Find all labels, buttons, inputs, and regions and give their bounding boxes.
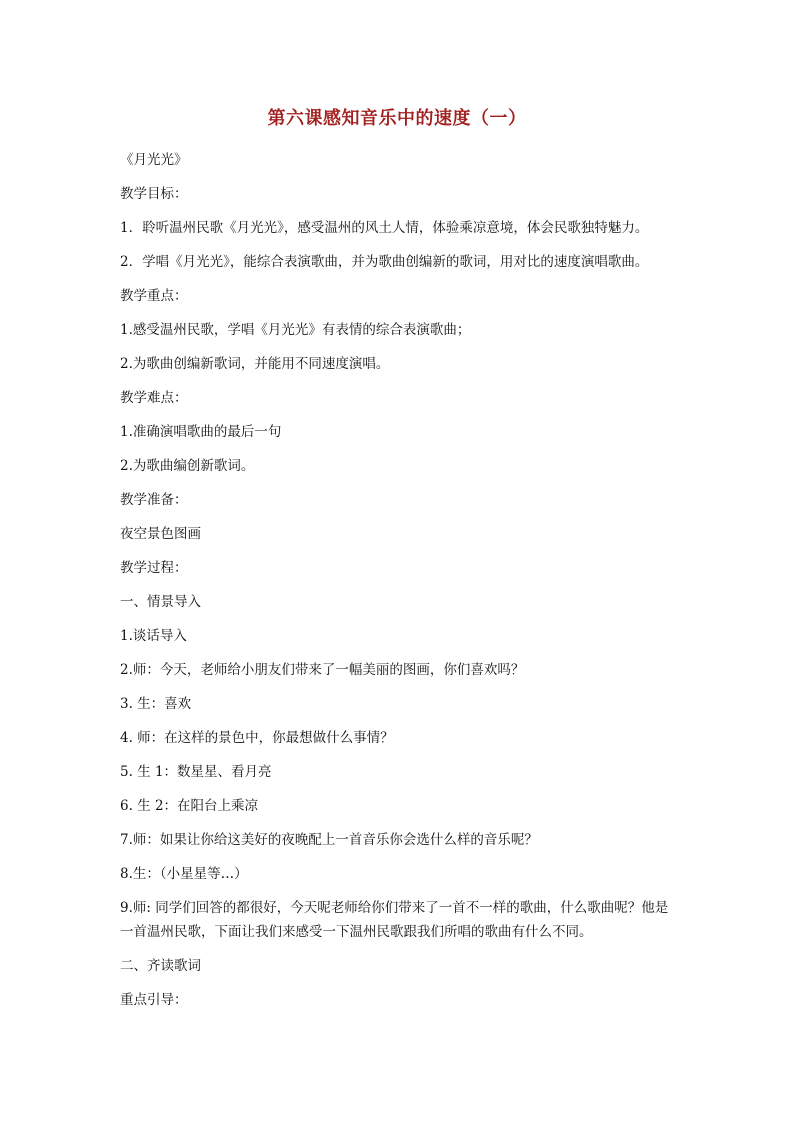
preparation-item: 夜空景色图画 [120,526,201,542]
objective-item-1: 1．聆听温州民歌《月光光》，感受温州的风土人情，体验乘凉意境，体会民歌独特魅力。 [120,220,649,236]
difficulty-item-2: 2.为歌曲编创新歌词。 [120,458,255,474]
document-title: 第六课感知音乐中的速度（一） [267,108,527,129]
process-line-3: 3. 生：喜欢 [120,696,192,712]
process-step-heading-2: 二、齐读歌词 [120,958,201,974]
process-line-1: 1.谈话导入 [120,628,187,644]
section-heading-key-points: 教学重点： [120,288,188,304]
process-line-7: 7.师：如果让你给这美好的夜晚配上一首音乐你会选什么样的音乐呢？ [120,832,538,848]
section-heading-preparation: 教学准备： [120,492,188,508]
process-line-9: 9.师: 同学们回答的都很好，今天呢老师给你们带来了一首不一样的歌曲，什么歌曲呢？他是一首温州民歌，下面让我们来感受一下温州民歌跟我们所唱的歌曲有什么不同。 [120,900,669,940]
process-step-heading-1: 一、情景导入 [120,594,201,610]
objective-item-2: 2．学唱《月光光》，能综合表演歌曲，并为歌曲创编新的歌词，用对比的速度演唱歌曲。 [120,254,649,270]
section-heading-objectives: 教学目标： [120,186,188,202]
section-heading-process: 教学过程： [120,560,188,576]
key-point-item-2: 2.为歌曲创编新歌词，并能用不同速度演唱。 [120,356,390,372]
guidance-heading: 重点引导： [120,992,188,1008]
process-line-8: 8.生：（小星星等…） [120,866,248,882]
key-point-item-1: 1.感受温州民歌，学唱《月光光》有表情的综合表演歌曲； [120,322,471,338]
process-line-4: 4. 师：在这样的景色中，你最想做什么事情？ [120,730,394,746]
process-line-2: 2.师：今天，老师给小朋友们带来了一幅美丽的图画，你们喜欢吗？ [120,662,525,678]
difficulty-item-1: 1.准确演唱歌曲的最后一句 [120,424,282,440]
process-line-6: 6. 生 2：在阳台上乘凉 [120,798,259,814]
section-heading-difficulties: 教学难点： [120,390,188,406]
song-title: 《月光光》 [120,152,188,168]
process-line-5: 5. 生 1：数星星、看月亮 [120,764,272,780]
